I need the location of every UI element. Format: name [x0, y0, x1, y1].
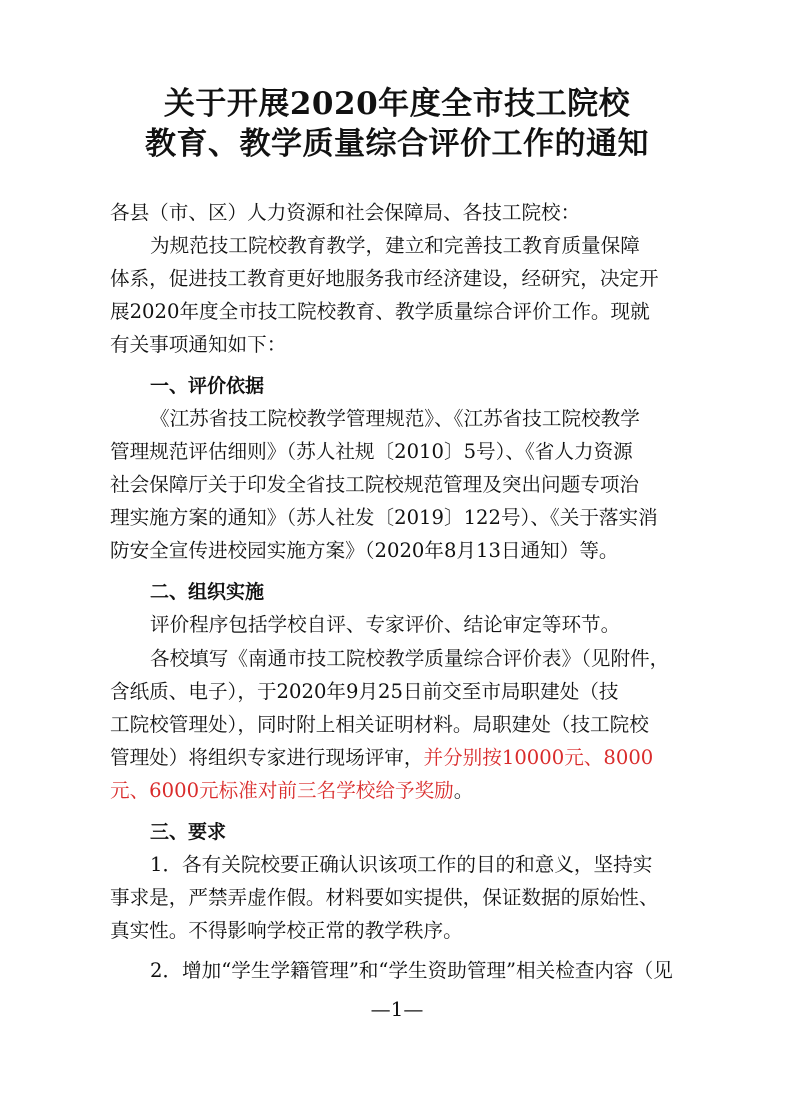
- section2-para-line-1: 各校填写《南通市技工院校教学质量综合评价表》（见附件，: [150, 647, 670, 670]
- section2-para-line-2: 含纸质、电子），于2020年9月25日前交至市局职建处（技: [110, 680, 619, 703]
- intro-line-1: 为规范技工院校教育教学，建立和完善技工教育质量保障: [150, 234, 640, 257]
- section2-para-line-3: 工院校管理处），同时附上相关证明材料。局职建处（技工院校: [110, 713, 649, 736]
- section1-line-3: 社会保障厅关于印发全省技工院校规范管理及突出问题专项治: [110, 473, 640, 496]
- section3-line-4: 2．增加“学生学籍管理”和“学生资助管理”相关检查内容（见: [150, 959, 673, 982]
- section3-heading: 三、要求: [150, 821, 227, 843]
- section3-line-2: 事求是，严禁弄虚作假。材料要如实提供，保证数据的原始性、: [110, 886, 659, 909]
- section1-line-5: 防安全宣传进校园实施方案》（2020年8月13日通知）等。: [110, 539, 619, 562]
- intro-line-4: 有关事项通知如下：: [110, 333, 287, 356]
- intro-line-3: 展2020年度全市技工院校教育、教学质量综合评价工作。现就: [110, 300, 650, 323]
- reward-text: 并分别按10000元、8000: [423, 746, 654, 769]
- section1-line-2: 管理规范评估细则》（苏人社规〔2010〕5号）、《省人力资源: [110, 440, 633, 463]
- reward-text-continued: 元、6000元标准对前三名学校给予奖励: [110, 779, 454, 802]
- section3-line-1: 1．各有关院校要正确认识该项工作的目的和意义，坚持实: [150, 853, 653, 876]
- salutation: 各县（市、区）人力资源和社会保障局、各技工院校：: [110, 201, 581, 224]
- title-line-1: 关于开展2020年度全市技工院校: [163, 86, 631, 122]
- section2-heading: 二、组织实施: [150, 581, 265, 603]
- section2-para-line-5: [110, 778, 690, 804]
- review-text: 管理处）将组织专家进行现场评审，: [110, 746, 424, 769]
- reward-period: 。: [453, 779, 474, 802]
- section1-line-4: 理实施方案的通知》（苏人社发〔2019〕122号）、《关于落实消: [110, 506, 658, 529]
- intro-line-2: 体系，促进技工教育更好地服务我市经济建设，经研究，决定开: [110, 267, 659, 290]
- section1-heading: 一、评价依据: [150, 375, 265, 397]
- section3-line-3: 真实性。不得影响学校正常的教学秩序。: [110, 919, 463, 942]
- title-line-2: 教育、教学质量综合评价工作的通知: [145, 126, 649, 162]
- section1-line-1: 《江苏省技工院校教学管理规范》、《江苏省技工院校教学: [150, 407, 640, 430]
- page-number: —1—: [370, 997, 424, 1021]
- section2-para-line-4: [110, 745, 690, 771]
- section2-line-1: 评价程序包括学校自评、专家评价、结论审定等环节。: [150, 613, 621, 636]
